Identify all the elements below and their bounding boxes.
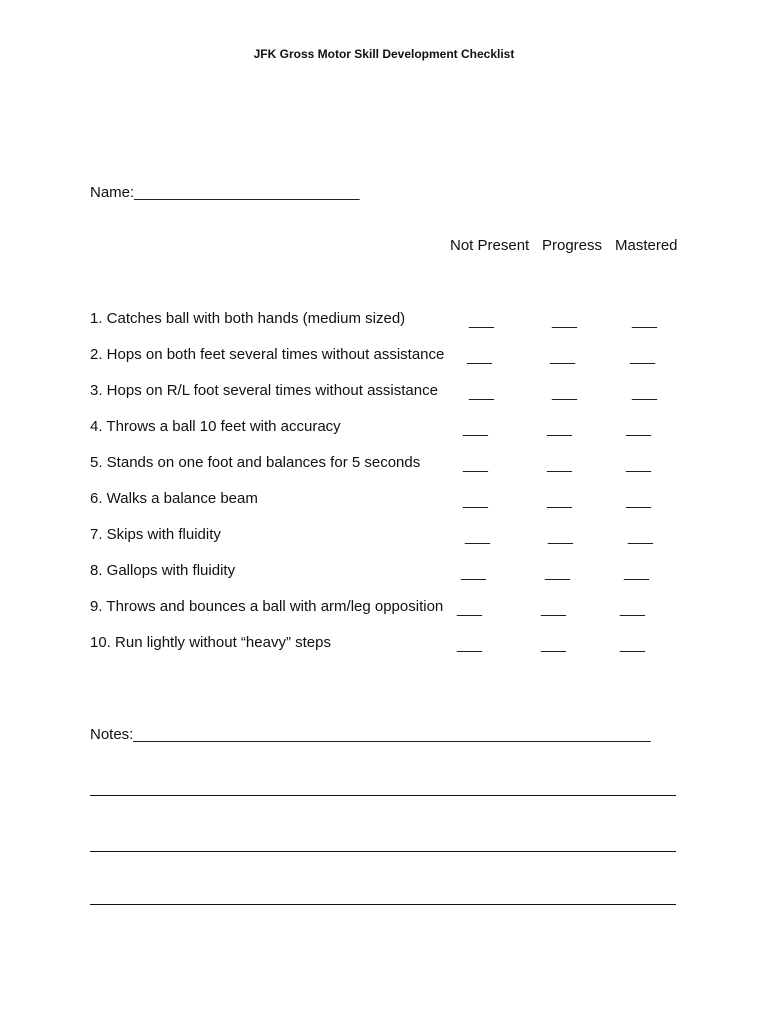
checklist-item-label: 5. Stands on one foot and balances for 5 seconds	[90, 454, 421, 471]
mastered-blank[interactable]: ___	[626, 420, 652, 437]
mastered-blank[interactable]: ___	[628, 528, 654, 545]
mastered-blank[interactable]: ___	[626, 456, 652, 473]
mastered-blank[interactable]: ___	[620, 600, 646, 617]
not-present-blank[interactable]: ___	[463, 492, 489, 509]
not-present-blank[interactable]: ___	[457, 600, 483, 617]
name-field[interactable]: Name:___________________________	[90, 184, 360, 201]
mastered-blank[interactable]: ___	[632, 312, 658, 329]
mastered-blank[interactable]: ___	[632, 384, 658, 401]
not-present-blank[interactable]: ___	[465, 528, 491, 545]
not-present-blank[interactable]: ___	[469, 384, 495, 401]
column-header-progress: Progress	[542, 237, 603, 254]
checklist-item-label: 3. Hops on R/L foot several times without assistance	[90, 382, 438, 399]
progress-blank[interactable]: ___	[550, 348, 576, 365]
checklist-item-label: 10. Run lightly without “heavy” steps	[90, 634, 331, 651]
mastered-blank[interactable]: ___	[620, 636, 646, 653]
progress-blank[interactable]: ___	[545, 564, 571, 581]
progress-blank[interactable]: ___	[541, 636, 567, 653]
not-present-blank[interactable]: ___	[463, 456, 489, 473]
progress-blank[interactable]: ___	[547, 420, 573, 437]
notes-field[interactable]: Notes:______________________________________________________________	[90, 726, 651, 743]
checklist-item-label: 1. Catches ball with both hands (medium sized)	[90, 310, 406, 327]
notes-line[interactable]	[90, 904, 676, 905]
checklist-item-label: 6. Walks a balance beam	[90, 490, 258, 507]
checklist-item-label: 7. Skips with fluidity	[90, 526, 221, 543]
notes-line[interactable]	[90, 795, 676, 796]
not-present-blank[interactable]: ___	[461, 564, 487, 581]
progress-blank[interactable]: ___	[547, 456, 573, 473]
progress-blank[interactable]: ___	[541, 600, 567, 617]
not-present-blank[interactable]: ___	[469, 312, 495, 329]
checklist-item-label: 2. Hops on both feet several times without assistance	[90, 346, 445, 363]
column-header-not-present: Not Present	[450, 237, 530, 254]
mastered-blank[interactable]: ___	[630, 348, 656, 365]
not-present-blank[interactable]: ___	[467, 348, 493, 365]
checklist-item-label: 8. Gallops with fluidity	[90, 562, 236, 579]
document-title: JFK Gross Motor Skill Development Checklist	[253, 47, 515, 61]
not-present-blank[interactable]: ___	[463, 420, 489, 437]
checklist-item-label: 4. Throws a ball 10 feet with accuracy	[90, 418, 341, 435]
progress-blank[interactable]: ___	[547, 492, 573, 509]
progress-blank[interactable]: ___	[548, 528, 574, 545]
progress-blank[interactable]: ___	[552, 384, 578, 401]
checklist-item-label: 9. Throws and bounces a ball with arm/leg opposition	[90, 598, 444, 615]
progress-blank[interactable]: ___	[552, 312, 578, 329]
notes-line[interactable]	[90, 851, 676, 852]
mastered-blank[interactable]: ___	[626, 492, 652, 509]
column-header-mastered: Mastered	[615, 237, 678, 254]
mastered-blank[interactable]: ___	[624, 564, 650, 581]
not-present-blank[interactable]: ___	[457, 636, 483, 653]
